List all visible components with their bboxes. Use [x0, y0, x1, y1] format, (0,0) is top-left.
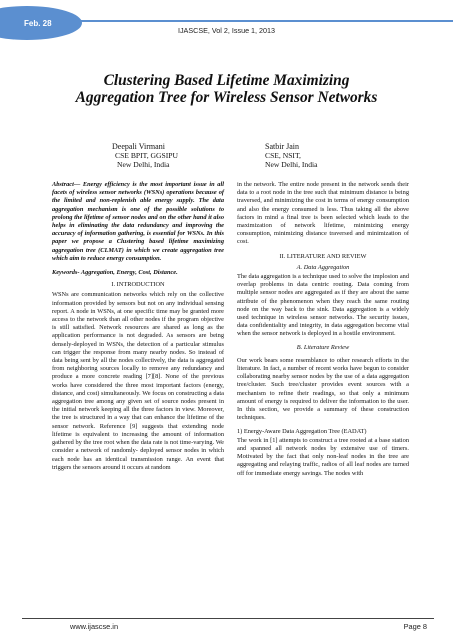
author-location: New Delhi, India — [117, 160, 170, 170]
paper-title — [40, 72, 413, 106]
footer-url[interactable]: www.ijascse.in — [70, 622, 119, 631]
subsection-heading-data-aggregation: A. Data Aggregation — [296, 263, 350, 271]
section-heading-literature: II. LITERATURE AND REVIEW — [279, 252, 367, 260]
author-name: Satbir Jain — [265, 142, 299, 151]
eadat-heading: 1) Energy-Aware Data Aggregation Tree (EADAT) — [237, 428, 367, 436]
page-number: Page 8 — [403, 622, 427, 631]
title-line-2: Aggregation Tree for Wireless Sensor Networks — [75, 89, 378, 106]
right-column — [237, 181, 409, 478]
footer-rule — [22, 618, 434, 619]
subsection-heading-literature-review: B. Literature Review — [296, 343, 350, 351]
journal-header: IJASCSE, Vol 2, Issue 1, 2013 — [177, 26, 276, 35]
left-column — [52, 181, 224, 472]
author-location: New Delhi, India — [265, 160, 318, 170]
author-block-2 — [265, 142, 318, 170]
section-heading-introduction: I. INTRODUCTION — [111, 281, 165, 289]
author-name: Deepali Virmani — [112, 142, 165, 151]
keywords: Keywords- Aggregation, Energy, Cost, Distance. — [52, 269, 178, 277]
eadat-text: The work in [1] attempts to construct a tree rooted at a base station and spanned all network nodes by extensive use of timers. Motivated by the fact that only non-leaf nodes in the tree are aggregating and relaying traffic, radios of all leaf nodes are turned off for immediate energy savings. The nodes with — [237, 436, 409, 477]
data-aggregation-text: The data aggregation is a technique used to solve the implosion and overlap problems in data centric routing. Data coming from multiple sensor nodes are aggregated as if they are about the same attribute of the phenomenon when they reach the same routing node on the way back to the sink. Data aggregation is a widely used technique in wireless sensor networks. The security issues, data confidentiality and integrity, in data aggregation become vital when the sensor network is deployed in a hostile environment. — [237, 273, 409, 338]
author-affiliation: CSE, NSIT, — [265, 151, 301, 161]
abstract: Abstract— Energy efficiency is the most important issue in all facets of wireless sensor networks (WSNs) operations because of the limited and non-replenish able energy supply. The data aggregation mechanism is one of the possible solutions to prolong the lifetime of sensor nodes and on the other hand it also helps in eliminating the data redundancy and improving the accuracy of information gathering, is essential for WSNs. In this paper we propose a Clustering based lifetime maximizing aggregation tree (CLMAT) in which we create aggregation tree which aim to reduce energy consumption. — [52, 181, 224, 262]
introduction-text: WSNs are communication networks which rely on the collective information provided by sensors but not on any individual sensing report. A node in WSNs, at one specific time may be granted more access to the network than all other nodes if the program objective is still satisfied. Network resources are shared as long as the application performance is not degraded. As sensors are being densely-deployed in WSNs, the detection of a particular stimulus can trigger the response from many nearby nodes. So instead of data being sent by all the nodes collectively, the data is aggregated from neighboring sources locally to remove any redundancy and produce a more concrete reading [7][8]. None of the previous works have considered the three most important factors (energy, distance, and cost) simultaneously. We focus on constructing a data aggregation tree among any given set of source nodes present in the initial network keeping all the three factors in view. Moreover, the tree is structured in a way that can enhance the lifetime of the sensor network. Reference [9] suggests that extending node lifetime is equivalent to increasing the amount of information gathered by the tree root when the data rate is not time-varying. We consider a network of randomly- deployed sensor nodes in which each node has an identical transmission range. An event that triggers the sensors around it occurs at random — [52, 291, 224, 471]
header-date: Feb. 28 — [24, 18, 52, 28]
literature-review-text: Our work bears some resemblance to other research efforts in the literature. In fact, a number of recent works have begun to consider collaborating nearby sensor nodes by the use of a data aggregation tree/cluster. Such tree/cluster provides event sources with a mechanism to refine their readings, so that only a minimum amount of energy is required to deliver the information to the user. In this section, we provide a summary of these construction techniques. — [237, 356, 409, 422]
title-line-1: Clustering Based Lifetime Maximizing — [103, 72, 350, 89]
author-affiliation: CSE BPIT, GGSIPU — [115, 151, 178, 161]
intro-continuation: in the network. The entire node present in the network sends their data to a root node in the tree such that minimum distance is being traversed, and minimizing the cost in terms of energy consumption and also the energy consumed is less. Thus taking all the above factors in mind a final tree is been selected which leads to the maximization of network lifetime, minimizing energy consumption, minimizing distance traversed and minimization of cost. — [237, 181, 409, 246]
author-block-1 — [112, 142, 178, 170]
